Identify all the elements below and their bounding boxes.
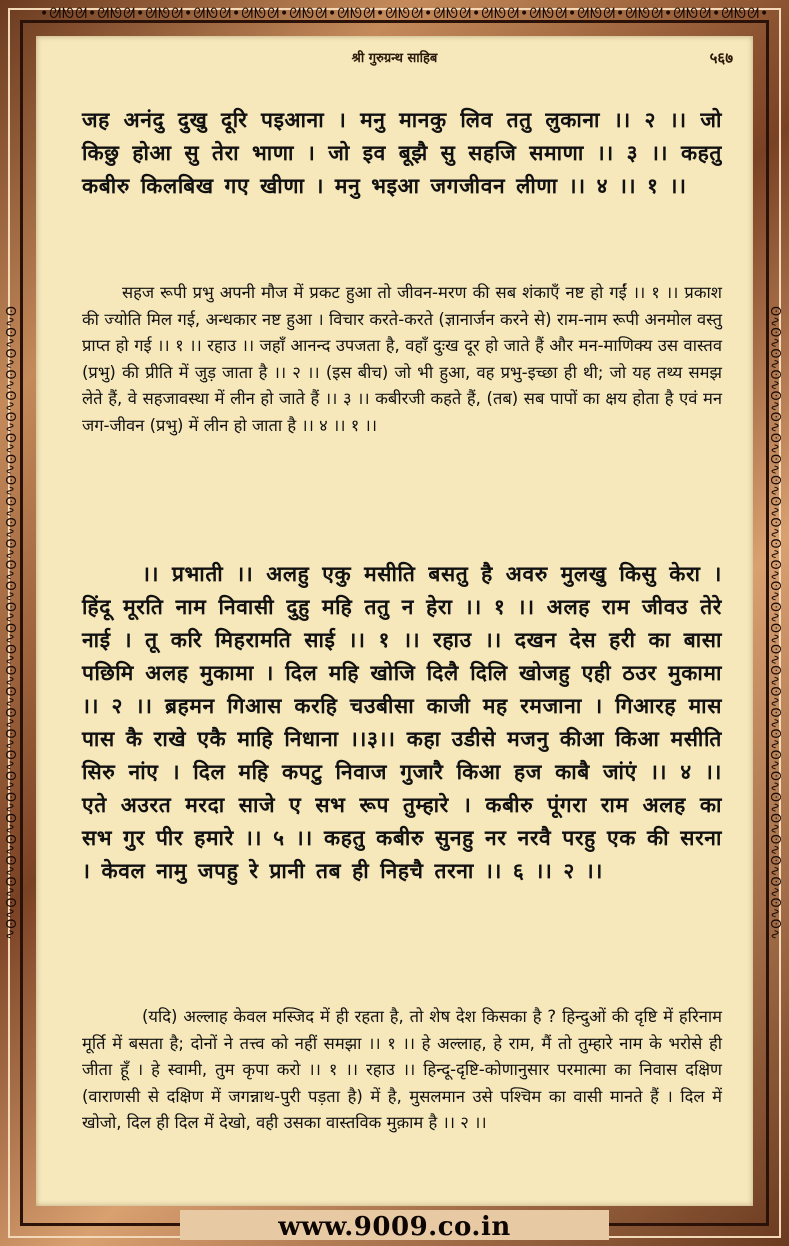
right-swirl-ornament: ʘ∿ʘ∿ʘ∿ʘ∿ʘ∿ʘ∿ʘ∿ʘ∿ʘ∿ʘ∿ʘ∿ʘ∿ʘ∿ʘ∿ʘ∿ʘ∿ʘ∿ʘ∿ʘ∿ʘ∿ʘ∿ʘ∿ʘ∿ʘ∿ʘ∿ʘ∿ʘ∿ʘ∿ʘ∿ʘ∿ — [767, 306, 782, 940]
translation-text-1: सहज रूपी प्रभु अपनी मौज में प्रकट हुआ तो जीवन-मरण की सब शंकाएँ नष्ट हो गईं ।। १ ।। प्रकाश की ज्योति मिल गई, अन्धकार नष्ट हुआ । विचार करते-करते (ज्ञानार्जन करने से) राम-नाम रूपी अनमोल वस्तु प्राप्त हो गई ।। १ ।। रहाउ ।। जहाँ आनन्द उपजता है, वहाँ दुःख दूर हो जाते हैं और मन-माणिक्य उस वास्तव (प्रभु) की प्रीति में जुड़ जाता है ।। २ ।। (इस बीच) जो भी हुआ, वह प्रभु-इच्छा ही थी; जो यह तथ्य समझ लेते हैं, वे सहजावस्था में लीन हो जाते हैं ।। ३ ।। कबीरजी कहते हैं, (तब) सब पापों का क्षय होता है एवं मन जग-जीवन (प्रभु) में लीन हो जाता है ।। ४ ।। १ ।। — [82, 283, 722, 435]
scripture-page — [36, 36, 753, 1206]
page-number: ५६७ — [709, 49, 733, 67]
page-header — [36, 48, 753, 76]
left-swirl-ornament: ʘ∿ʘ∿ʘ∿ʘ∿ʘ∿ʘ∿ʘ∿ʘ∿ʘ∿ʘ∿ʘ∿ʘ∿ʘ∿ʘ∿ʘ∿ʘ∿ʘ∿ʘ∿ʘ∿ʘ∿ʘ∿ʘ∿ʘ∿ʘ∿ʘ∿ʘ∿ʘ∿ʘ∿ʘ∿ʘ∿ — [2, 306, 17, 940]
translation-text-2: (यदि) अल्लाह केवल मस्जिद में ही रहता है, तो शेष देश किसका है ? हिन्दुओं की दृष्टि में हरिनाम मूर्ति में बसता है; दोनों ने तत्त्व को नहीं समझा ।। १ ।। हे अल्लाह, हे राम, मैं तो तुम्हारे नाम के भरोसे ही जीता हूँ । हे स्वामी, तुम कृपा करो ।। १ ।। रहाउ ।। हिन्दू-दृष्टि-कोणानुसार परमात्मा का निवास दक्षिण (वाराणसी से दक्षिण में जगन्नाथ-पुरी पड़ता है) में है, मुसलमान उसे पश्चिम का वासी मानते हैं । दिल में खोजो, दिल ही दिल में देखो, वही उसका वास्तविक मुक़ाम है ।। २ ।। — [82, 1007, 722, 1132]
verse-text-1: जह अनंदु दुखु दूरि पइआना । मनु मानकु लिव ततु लुकाना ।। २ ।। जो किछु होआ सु तेरा भाणा । जो इव बूझै सु सहजि समाणा ।। ३ ।। कहतु कबीरु किलबिख गए खीणा । मनु भइआ जगजीवन लीणा ।। ४ ।। १ ।। — [82, 108, 722, 198]
page-title: श्री गुरुग्रन्थ साहिब — [351, 51, 438, 66]
verse-text-2: ।। प्रभाती ।। अलहु एकु मसीति बसतु है अवरु मुलखु किसु केरा । हिंदू मूरति नाम निवासी दुहु महि ततु न हेरा ।। १ ।। अलह राम जीवउ तेरे नाई । तू करि मिहरामति साई ।। १ ।। रहाउ ।। दखन देस हरी का बासा पछिमि अलह मुकामा । दिल महि खोजि दिलै दिलि खोजहु एही ठउर मुकामा ।। २ ।। ब्रहमन गिआस करहि चउबीसा काजी मह रमजाना । गिआरह मास पास कै राखे एकै माहि निधाना ।।३।। कहा उडीसे मजनु कीआ किआ मसीति सिरु नांए । दिल महि कपटु निवाज गुजारै किआ हज काबै जांएं ।। ४ ।। एते अउरत मरदा साजे ए सभ रूप तुम्हारे । कबीरु पूंगरा राम अलह का सभ गुर पीर हमारे ।। ५ ।। कहतु कबीरु सुनहु नर नरवै परहु एक की सरना । केवल नामु जपहु रे प्रानी तब ही निहचै तरना ।। ६ ।। २ ।। — [82, 562, 722, 883]
footer-url[interactable]: www.9009.co.in — [278, 1212, 511, 1242]
top-swirl-ornament: •ᘛᘚᘛ•ᘛᘚᘛ•ᘛᘚᘛ•ᘛᘚᘛ•ᘛᘚᘛ•ᘛᘚᘛ•ᘛᘚᘛ•ᘛᘚᘛ•ᘛᘚᘛ•ᘛᘚᘛ•ᘛᘚᘛ•ᘛᘚᘛ•ᘛᘚᘛ•ᘛᘚᘛ•ᘛᘚᘛ• — [40, 6, 770, 22]
